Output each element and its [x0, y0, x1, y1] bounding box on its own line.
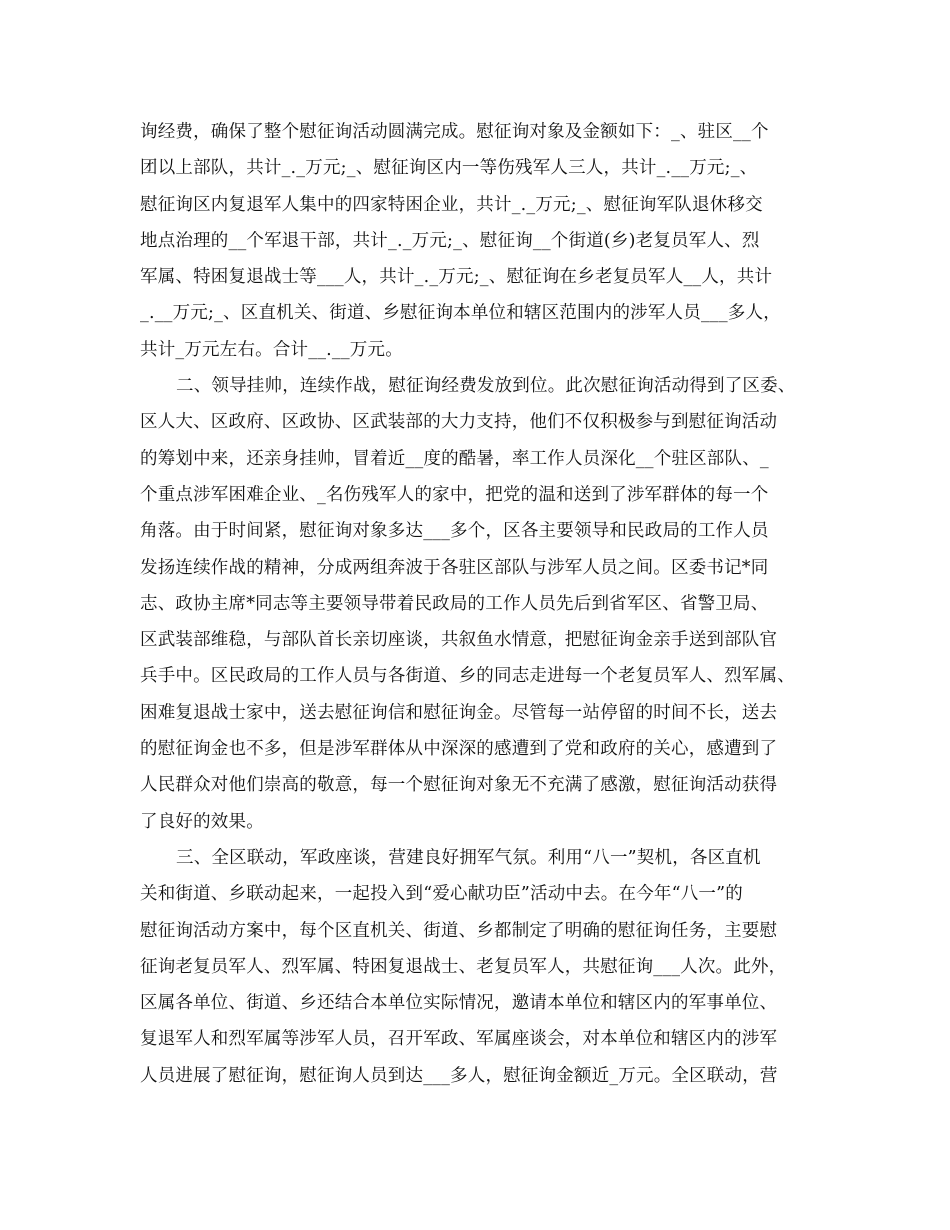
text-line: 复退军人和烈军属等涉军人员，召开军政、军属座谈会，对本单位和辖区内的涉军 [140, 1029, 778, 1050]
paragraph-heading-line: 三、全区联动，军政座谈，营建良好拥军气氛。利用“八一”契机，各区直机 [176, 847, 761, 868]
text-line: 了良好的效果。 [140, 811, 264, 832]
text-line: 慰征询区内复退军人集中的四家特困企业，共计_._万元;_、慰征询军队退休移交 [140, 194, 763, 215]
text-line: 人员进展了慰征询，慰征询人员到达___多人，慰征询金额近_万元。全区联动，营 [140, 1065, 778, 1086]
text-line: 慰征询活动方案中，每个区直机关、街道、乡都制定了明确的慰征询任务，主要慰 [140, 920, 778, 941]
text-line: 困难复退战士家中，送去慰征询信和慰征询金。尽管每一站停留的时间不长，送去 [140, 702, 778, 723]
text-line: 的筹划中来，还亲身挂帅，冒着近__度的酷暑，率工作人员深化__个驻区部队、_ [140, 448, 769, 469]
paragraph-heading-line: 二、领导挂帅，连续作战，慰征询经费发放到位。此次慰征询活动得到了区委、 [176, 376, 796, 397]
text-line: 兵手中。区民政局的工作人员与各街道、乡的同志走进每一个老复员军人、烈军属、 [140, 666, 795, 687]
text-line: 志、政协主席*同志等主要领导带着民政局的工作人员先后到省军区、省警卫局、 [140, 593, 769, 614]
text-line: 关和街道、乡联动起来，一起投入到“爱心献功臣”活动中去。在今年“八一”的 [140, 884, 743, 905]
text-line: 个重点涉军困难企业、_名伤残军人的家中，把党的温和送到了涉军群体的每一个 [140, 484, 769, 505]
text-line: 团以上部队，共计_._万元;_、慰征询区内一等伤残军人三人，共计_.__万元;_、 [140, 158, 758, 179]
text-line: 区武装部维稳，与部队首长亲切座谈，共叙鱼水情意，把慰征询金亲手送到部队官 [140, 630, 778, 651]
text-line: 区属各单位、街道、乡还结合本单位实际情况，邀请本单位和辖区内的军事单位、 [140, 993, 778, 1014]
text-line: 发扬连续作战的精神，分成两组奔波于各驻区部队与涉军人员之间。区委书记*同 [140, 557, 769, 578]
text-line: 角落。由于时间紧，慰征询对象多达___多个，区各主要领导和民政局的工作人员 [140, 521, 769, 542]
text-line: 地点治理的__个军退干部，共计_._万元;_、慰征询__个街道(乡)老复员军人、烈 [140, 230, 760, 251]
text-line: 人民群众对他们崇高的敬意，每一个慰征询对象无不充满了感激，慰征询活动获得 [140, 775, 778, 796]
text-line: 的慰征询金也不多，但是涉军群体从中深深的感遭到了党和政府的关心，感遭到了 [140, 739, 778, 760]
document-body [140, 114, 830, 1094]
text-line: 军属、特困复退战士等___人，共计_._万元;_、慰征询在乡老复员军人__人，共计 [140, 267, 773, 288]
text-line: 询经费，确保了整个慰征询活动圆满完成。慰征询对象及金额如下：_、驻区__个 [140, 122, 769, 142]
text-line: _.__万元;_、区直机关、街道、乡慰征询本单位和辖区范围内的涉军人员___多人， [140, 303, 781, 324]
text-line: 征询老复员军人、烈军属、特困复退战士、老复员军人，共慰征询___人次。此外， [140, 956, 787, 977]
text-line: 共计_万元左右。合计__.__万元。 [140, 339, 403, 360]
text-line: 区人大、区政府、区政协、区武装部的大力支持，他们不仅积极参与到慰征询活动 [140, 412, 778, 433]
